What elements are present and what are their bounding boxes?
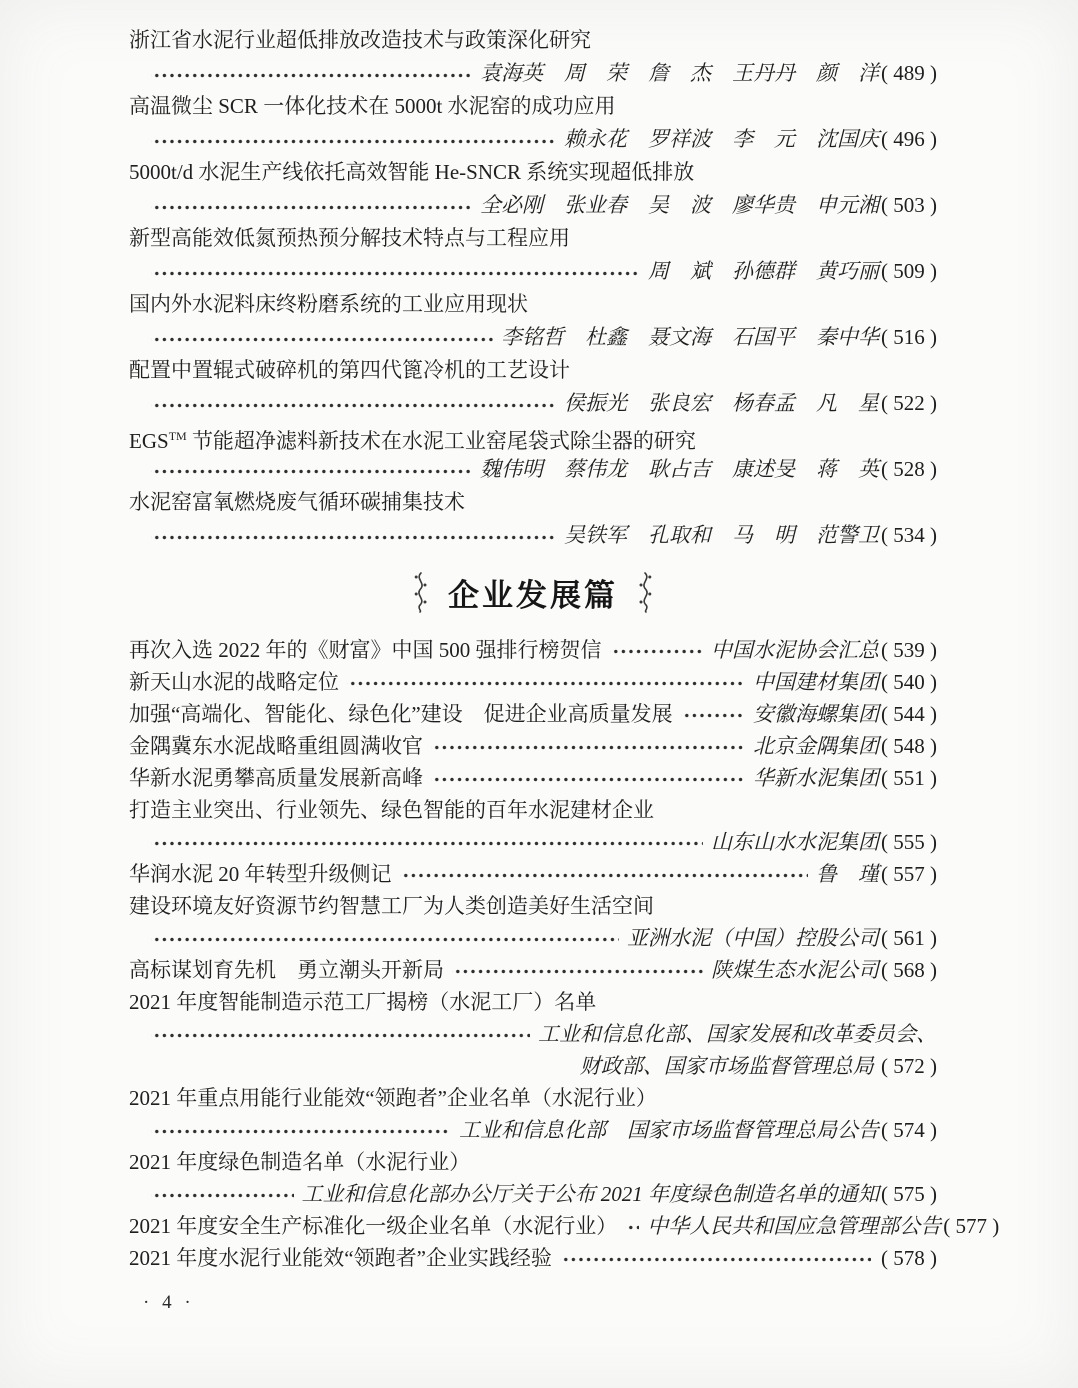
dot-leader: [681, 704, 745, 724]
toc-section-technology: [129, 24, 937, 552]
entry-page-number: ( 557 ): [881, 862, 937, 886]
dot-leader: [431, 736, 745, 756]
entry-page-number: ( 561 ): [881, 926, 937, 950]
toc-entry-title: [129, 794, 937, 826]
entry-title-text: 配置中置辊式破碎机的第四代篦冷机的工艺设计: [129, 358, 570, 382]
toc-entry-title: [129, 222, 937, 255]
entry-source: 亚洲水泥（中国）控股公司: [627, 926, 879, 950]
toc-entry-line: [129, 1210, 1000, 1242]
entry-title-text: 华新水泥勇攀高质量发展新高峰: [129, 766, 423, 790]
entry-page-number: ( 577 ): [943, 1214, 1000, 1238]
entry-authors: 李铭哲 杜鑫 聂文海 石国平 秦中华: [501, 325, 879, 349]
entry-title-text: 2021 年度智能制造示范工厂揭榜（水泥工厂）名单: [129, 990, 597, 1014]
toc-entry-authors-line: [129, 189, 937, 222]
toc-entry-title: [129, 24, 937, 57]
entry-source: 安徽海螺集团: [753, 702, 879, 726]
toc-entry-authors-line: [129, 57, 937, 90]
toc-entry-source-continuation: [129, 1050, 937, 1082]
toc-entry-authors-line: [129, 255, 937, 288]
dot-leader: [151, 394, 556, 414]
toc-entry-title: [129, 486, 937, 519]
entry-page-number: ( 575 ): [881, 1182, 937, 1206]
toc-entry-authors-line: [129, 123, 937, 156]
dot-leader: [625, 1216, 639, 1236]
toc-entry-line: [129, 762, 937, 794]
entry-page-number: ( 509 ): [881, 259, 937, 283]
entry-source: 中国建材集团: [753, 670, 879, 694]
entry-source: 工业和信息化部、国家发展和改革委员会、: [538, 1022, 937, 1046]
entry-authors: 魏伟明 蔡伟龙 耿占吉 康述旻 蒋 英: [480, 457, 879, 481]
entry-title-text: 高标谋划育先机 勇立潮头开新局: [129, 958, 444, 982]
entry-page-number: ( 489 ): [881, 61, 937, 85]
toc-entry-authors-line: [129, 519, 937, 552]
entry-title-text: 5000t/d 水泥生产线依托高效智能 He-SNCR 系统实现超低排放: [129, 160, 695, 184]
toc-entry-source-line: [129, 1114, 937, 1146]
toc-section-enterprise: [129, 634, 1000, 1274]
toc-entry-line: [129, 666, 937, 698]
entry-page-number: ( 522 ): [881, 391, 937, 415]
entry-title-text: 浙江省水泥行业超低排放改造技术与政策深化研究: [129, 28, 591, 52]
entry-authors: 周 斌 孙德群 黄巧丽: [648, 259, 879, 283]
toc-entry-title: [129, 90, 937, 123]
entry-page-number: ( 578 ): [881, 1246, 937, 1270]
toc-entry-title: [129, 156, 937, 189]
entry-page-number: ( 551 ): [881, 766, 937, 790]
entry-source: 北京金隅集团: [753, 734, 879, 758]
dot-leader: [452, 960, 703, 980]
toc-content: [129, 24, 1000, 1274]
toc-entry-line: [129, 1242, 937, 1274]
toc-entry-title: [129, 288, 937, 321]
section-title: 企业发展篇: [448, 577, 618, 613]
entry-page-number: ( 572 ): [881, 1054, 937, 1078]
toc-entry-title: [129, 986, 937, 1018]
toc-entry-line: [129, 730, 937, 762]
dot-leader: [151, 262, 640, 282]
page-number: · 4 ·: [143, 1292, 195, 1313]
entry-authors: 吴铁军 孔取和 马 明 范警卫: [564, 523, 879, 547]
dot-leader: [151, 1184, 294, 1204]
toc-entry-title: [129, 354, 937, 387]
dot-leader: [151, 832, 703, 852]
entry-authors: 全必刚 张业春 吴 波 廖华贵 申元湘: [480, 193, 879, 217]
dot-leader: [151, 130, 556, 150]
entry-source: 工业和信息化部 国家市场监督管理总局公告: [459, 1118, 879, 1142]
toc-entry-source-line: [129, 922, 937, 954]
toc-entry-source-line: [129, 1178, 937, 1210]
dot-leader: [560, 1248, 871, 1268]
toc-entry-line: [129, 698, 937, 730]
entry-source: 中华人民共和国应急管理部公告: [647, 1214, 942, 1238]
toc-entry-authors-line: [129, 387, 937, 420]
dot-leader: [151, 64, 472, 84]
entry-title-text: 新型高能效低氮预热预分解技术特点与工程应用: [129, 226, 570, 250]
entry-page-number: ( 496 ): [881, 127, 937, 151]
entry-title-text: 节能超净滤料新技术在水泥工业窑尾袋式除尘器的研究: [186, 429, 696, 453]
entry-title-text: EGS: [129, 429, 169, 453]
entry-title-text: 2021 年重点用能行业能效“领跑者”企业名单（水泥行业）: [129, 1086, 657, 1110]
entry-page-number: ( 540 ): [881, 670, 937, 694]
toc-entry-source-line: [129, 826, 937, 858]
entry-title-text: 打造主业突出、行业领先、绿色智能的百年水泥建材企业: [129, 798, 654, 822]
entry-page-number: ( 544 ): [881, 702, 937, 726]
dot-leader: [347, 672, 745, 692]
section-header: [129, 566, 937, 618]
dot-leader: [151, 328, 493, 348]
entry-source: 工业和信息化部办公厅关于公布 2021 年度绿色制造名单的通知: [301, 1182, 879, 1206]
entry-page-number: ( 534 ): [881, 523, 937, 547]
entry-source: 鲁 瑾: [816, 862, 879, 886]
entry-source: 财政部、国家市场监督管理总局: [579, 1054, 874, 1078]
dot-leader: [151, 1120, 451, 1140]
toc-entry-line: [129, 858, 937, 890]
dot-leader: [151, 928, 619, 948]
entry-page-number: ( 548 ): [881, 734, 937, 758]
entry-title-text: 国内外水泥料床终粉磨系统的工业应用现状: [129, 292, 528, 316]
dot-leader: [151, 1024, 530, 1044]
entry-page-number: ( 516 ): [881, 325, 937, 349]
entry-title-text: 2021 年度安全生产标准化一级企业名单（水泥行业）: [129, 1214, 618, 1238]
toc-entry-title: [129, 1146, 937, 1178]
floral-ornament-icon: [413, 570, 428, 614]
dot-leader: [151, 460, 472, 480]
entry-authors: 袁海英 周 荣 詹 杰 王丹丹 颜 洋: [480, 61, 879, 85]
entry-title-text: 2021 年度水泥行业能效“领跑者”企业实践经验: [129, 1246, 552, 1270]
entry-page-number: ( 568 ): [881, 958, 937, 982]
toc-entry-authors-line: [129, 321, 937, 354]
entry-page-number: ( 503 ): [881, 193, 937, 217]
dot-leader: [610, 640, 704, 660]
entry-source: 陕煤生态水泥公司: [711, 958, 879, 982]
dot-leader: [400, 864, 809, 884]
entry-authors: 侯振光 张良宏 杨春孟 凡 星: [564, 391, 879, 415]
toc-entry-title: [129, 1082, 937, 1114]
entry-title-text: 高温微尘 SCR 一体化技术在 5000t 水泥窑的成功应用: [129, 94, 616, 118]
dot-leader: [151, 526, 556, 546]
entry-source: 中国水泥协会汇总: [711, 638, 879, 662]
dot-leader: [151, 196, 472, 216]
entry-title-text: 金隅冀东水泥战略重组圆满收官: [129, 734, 423, 758]
dot-leader: [431, 768, 745, 788]
entry-title-text: 加强“高端化、智能化、绿色化”建设 促进企业高质量发展: [129, 702, 673, 726]
entry-title-text: 建设环境友好资源节约智慧工厂为人类创造美好生活空间: [129, 894, 654, 918]
entry-page-number: ( 539 ): [881, 638, 937, 662]
entry-page-number: ( 555 ): [881, 830, 937, 854]
entry-source: 华新水泥集团: [753, 766, 879, 790]
entry-page-number: ( 528 ): [881, 457, 937, 481]
trademark-superscript: TM: [168, 429, 187, 443]
entry-title-text: 水泥窑富氧燃烧废气循环碳捕集技术: [129, 490, 465, 514]
toc-entry-title: [129, 890, 937, 922]
entry-title-text: 2021 年度绿色制造名单（水泥行业）: [129, 1150, 471, 1174]
entry-title-text: 华润水泥 20 年转型升级侧记: [129, 862, 392, 886]
toc-entry-authors-line: [129, 453, 937, 486]
entry-title-text: 再次入选 2022 年的《财富》中国 500 强排行榜贺信: [129, 638, 602, 662]
entry-source: 山东山水水泥集团: [711, 830, 879, 854]
entry-title-text: 新天山水泥的战略定位: [129, 670, 339, 694]
toc-entry-line: [129, 954, 937, 986]
floral-ornament-icon: [638, 570, 653, 614]
toc-entry-line: [129, 634, 937, 666]
toc-entry-source-line: [129, 1018, 937, 1050]
entry-authors: 赖永花 罗祥波 李 元 沈国庆: [564, 127, 879, 151]
entry-page-number: ( 574 ): [881, 1118, 937, 1142]
toc-entry-title: [129, 420, 937, 453]
